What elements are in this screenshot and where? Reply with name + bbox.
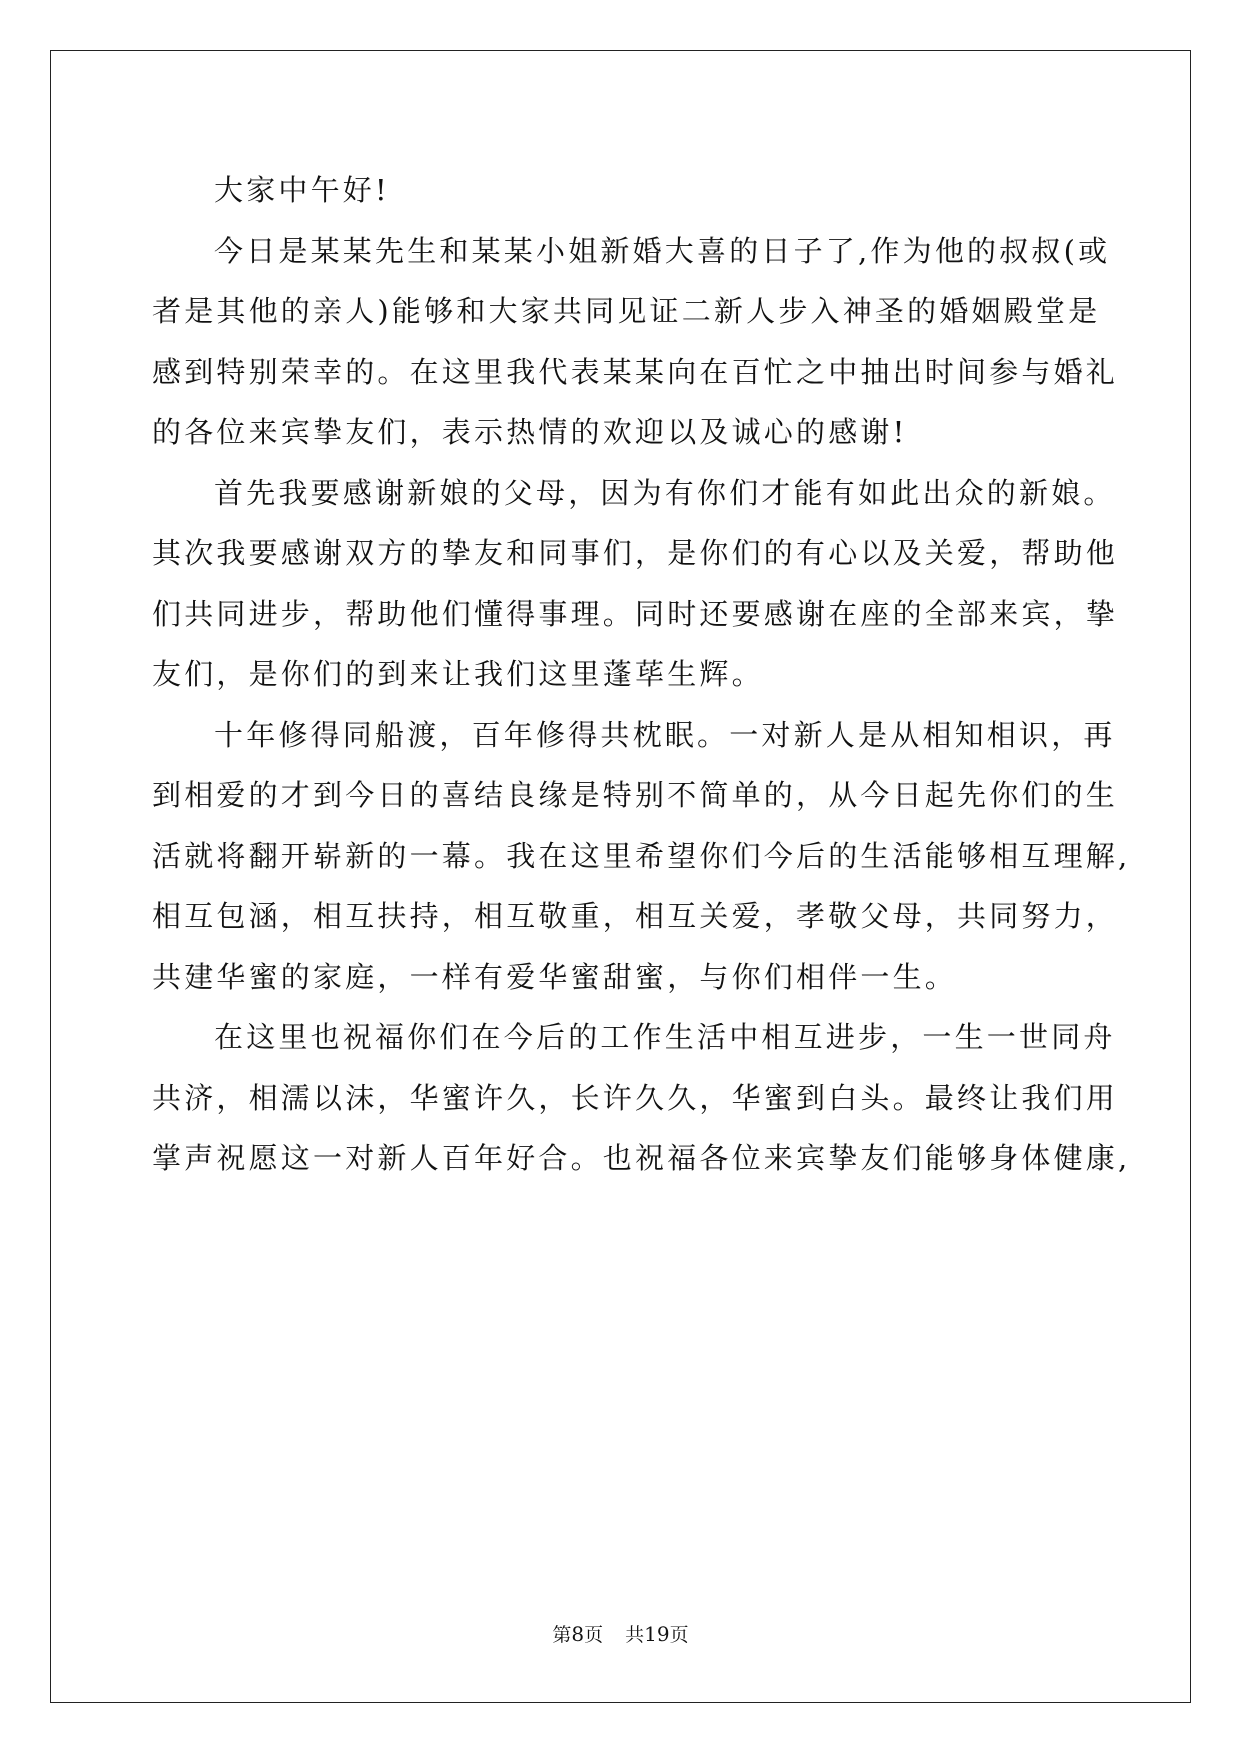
page-total-number: 19 [644,1622,670,1646]
page-current-number: 8 [571,1622,585,1646]
page-suffix: 页 [584,1624,604,1646]
paragraph-4-line-1: 在这里也祝福你们在今后的工作生活中相互进步，一生一世同舟 [214,1020,1116,1054]
paragraph-3-line-2: 到相爱的才到今日的喜结良缘是特别不简单的，从今日起先你们的生 [152,778,1119,812]
paragraph-3-line-4: 相互包涵，相互扶持，相互敬重，相互关爱，孝敬父母，共同努力， [152,899,1119,933]
greeting-line: 大家中午好! [214,173,390,207]
document-body [152,160,1131,1189]
paragraph-2-line-3: 们共同进步，帮助他们懂得事理。同时还要感谢在座的全部来宾，挚 [152,596,1119,631]
page-prefix: 第 [552,1624,572,1646]
page-footer [0,1622,1241,1647]
paragraph-1-line-4: 的各位来宾挚友们，表示热情的欢迎以及诚心的感谢! [152,415,908,449]
paragraph-1-line-2: 者是其他的亲人)能够和大家共同见证二新人步入神圣的婚姻殿堂是 [152,294,1101,328]
paragraph-3-line-1: 十年修得同船渡，百年修得共枕眠。一对新人是从相知相识，再 [214,717,1116,752]
total-prefix: 共 [625,1624,645,1646]
paragraph-4-line-2: 共济，相濡以沫，华蜜许久，长许久久，华蜜到白头。最终让我们用 [152,1080,1119,1115]
paragraph-3-line-5: 共建华蜜的家庭，一样有爱华蜜甜蜜，与你们相伴一生。 [152,959,958,994]
paragraph-2-line-4: 友们，是你们的到来让我们这里蓬荜生辉。 [152,657,764,691]
paragraph-3-line-3: 活就将翻开崭新的一幕。我在这里希望你们今后的生活能够相互理解, [152,838,1131,873]
paragraph-2-line-1: 首先我要感谢新娘的父母，因为有你们才能有如此出众的新娘。 [214,475,1116,510]
paragraph-4-line-3: 掌声祝愿这一对新人百年好合。也祝福各位来宾挚友们能够身体健康, [152,1141,1131,1175]
paragraph-1-line-3: 感到特别荣幸的。在这里我代表某某向在百忙之中抽出时间参与婚礼 [152,354,1119,389]
paragraph-2-line-2: 其次我要感谢双方的挚友和同事们，是你们的有心以及关爱，帮助他 [152,536,1119,570]
paragraph-1-line-1: 今日是某某先生和某某小姐新婚大喜的日子了,作为他的叔叔(或 [214,233,1111,268]
total-suffix: 页 [669,1624,689,1646]
